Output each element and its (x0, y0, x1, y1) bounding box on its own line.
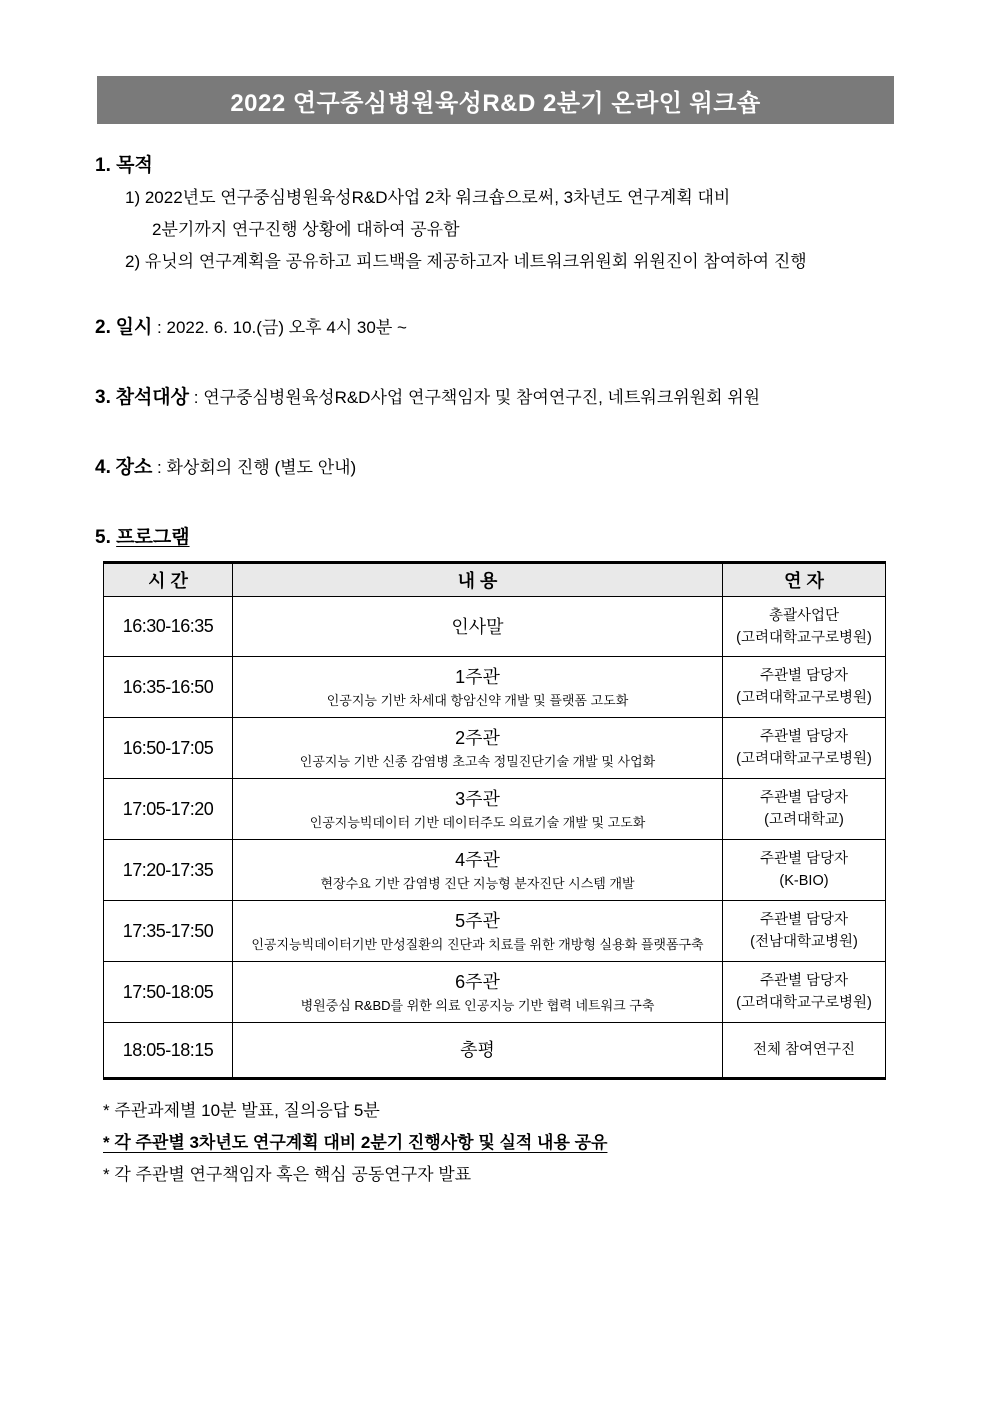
section-label: 목적 (116, 155, 153, 176)
purpose-item-2 (95, 251, 905, 273)
section-program-heading (95, 522, 905, 549)
section-number: 1. (95, 155, 111, 176)
time-cell: 16:30-16:35 (104, 597, 233, 657)
session-subtitle: 인공지능 기반 신종 감염병 초고속 정밀진단기술 개발 및 사업화 (299, 753, 656, 769)
table-row (104, 657, 886, 718)
speaker-role: 전체 참여연구진 (752, 1042, 856, 1058)
time-cell: 16:35-16:50 (104, 657, 233, 718)
purpose-item-1-line-2: 2분기까지 연구진행 상황에 대하여 공유함 (152, 220, 460, 239)
speaker-cell (723, 597, 886, 657)
session-title: 3주관 (455, 788, 500, 809)
section-attendees (95, 382, 905, 409)
venue-value: 화상회의 진행 (별도 안내) (166, 458, 357, 477)
footnotes (103, 1100, 905, 1186)
speaker-cell (723, 962, 886, 1023)
session-subtitle: 인공지능빅데이터 기반 데이터주도 의료기술 개발 및 고도화 (309, 814, 646, 830)
session-title: 6주관 (455, 971, 500, 992)
section-label: 일시 (115, 317, 153, 338)
title-banner (97, 76, 894, 124)
speaker-role: 주관별 담당자 (759, 790, 849, 806)
content-cell (233, 779, 723, 840)
footnote-2: * 각 주관별 3차년도 연구계획 대비 2분기 진행사항 및 실적 내용 공유 (103, 1133, 608, 1152)
separator: : (152, 458, 167, 477)
session-title: 인사말 (451, 616, 504, 637)
speaker-cell (723, 840, 886, 901)
time-cell: 17:50-18:05 (104, 962, 233, 1023)
speaker-org: (고려대학교) (764, 812, 844, 828)
page-title: 2022 연구중심병원육성R&D 2분기 온라인 워크숍 (230, 89, 761, 117)
speaker-cell (723, 718, 886, 779)
content-cell (233, 1023, 723, 1079)
time-cell: 17:35-17:50 (104, 901, 233, 962)
session-title: 2주관 (455, 727, 500, 748)
purpose-item-2-line-1: 2) 유닛의 연구계획을 공유하고 피드백을 제공하고자 네트워크위원회 위원진이 참여하여 진행 (125, 252, 807, 271)
separator: : (152, 318, 167, 337)
program-table (103, 561, 886, 1080)
content-cell (233, 718, 723, 779)
speaker-cell (723, 901, 886, 962)
table-row (104, 840, 886, 901)
speaker-org: (고려대학교구로병원) (736, 629, 872, 646)
speaker-role: 주관별 담당자 (759, 668, 849, 684)
section-purpose (95, 150, 905, 273)
header-speaker: 연 자 (723, 563, 886, 597)
table-row (104, 901, 886, 962)
attendees-value: 연구중심병원육성R&D사업 연구책임자 및 참여연구진, 네트워크위원회 위원 (203, 388, 761, 407)
section-program (95, 522, 905, 1080)
content-cell (233, 597, 723, 657)
table-row (104, 597, 886, 657)
table-row (104, 1023, 886, 1079)
footnote-1: * 주관과제별 10분 발표, 질의응답 5분 (103, 1101, 380, 1120)
session-title: 5주관 (455, 910, 500, 931)
content-cell (233, 840, 723, 901)
speaker-org: (고려대학교구로병원) (736, 690, 872, 706)
session-subtitle: 병원중심 R&BD를 위한 의료 인공지능 기반 협력 네트워크 구축 (300, 997, 655, 1013)
section-label: 장소 (115, 457, 153, 478)
speaker-role: 주관별 담당자 (759, 729, 849, 745)
session-subtitle: 인공지능빅데이터기반 만성질환의 진단과 치료를 위한 개방형 실용화 플랫폼구축 (251, 936, 704, 952)
header-time: 시 간 (104, 563, 233, 597)
purpose-item-1 (95, 187, 905, 241)
section-datetime (95, 312, 905, 339)
speaker-role: 주관별 담당자 (759, 851, 849, 867)
section-number: 4. (95, 457, 111, 478)
purpose-item-1-line-1: 1) 2022년도 연구중심병원육성R&D사업 2차 워크숍으로써, 3차년도 연구계획 대비 (125, 188, 731, 207)
session-title: 총평 (460, 1040, 495, 1060)
speaker-role: 주관별 담당자 (759, 973, 849, 989)
table-row (104, 718, 886, 779)
footnote-3: * 각 주관별 연구책임자 혹은 핵심 공동연구자 발표 (103, 1165, 472, 1184)
table-header-row (104, 563, 886, 597)
content-cell (233, 962, 723, 1023)
datetime-value: 2022. 6. 10.(금) 오후 4시 30분 ~ (166, 318, 407, 337)
session-subtitle: 현장수요 기반 감염병 진단 지능형 분자진단 시스템 개발 (320, 875, 635, 891)
header-content: 내 용 (233, 563, 723, 597)
content-cell (233, 657, 723, 718)
speaker-cell (723, 1023, 886, 1079)
section-number: 5. (95, 527, 111, 548)
session-subtitle: 인공지능 기반 차세대 항암신약 개발 및 플랫폼 고도화 (326, 692, 629, 708)
speaker-cell (723, 779, 886, 840)
time-cell: 16:50-17:05 (104, 718, 233, 779)
section-label: 프로그램 (116, 527, 190, 548)
speaker-org: (고려대학교구로병원) (736, 751, 872, 767)
session-title: 1주관 (455, 666, 500, 687)
session-title: 4주관 (455, 849, 500, 870)
section-label: 참석대상 (115, 387, 190, 408)
speaker-org: (고려대학교구로병원) (736, 995, 872, 1011)
time-cell: 18:05-18:15 (104, 1023, 233, 1079)
speaker-org: (전남대학교병원) (750, 934, 858, 950)
table-row (104, 962, 886, 1023)
speaker-cell (723, 657, 886, 718)
content-cell (233, 901, 723, 962)
speaker-role: 주관별 담당자 (759, 912, 849, 928)
separator: : (189, 388, 204, 407)
section-purpose-heading (95, 150, 905, 177)
time-cell: 17:20-17:35 (104, 840, 233, 901)
speaker-role: 총괄사업단 (768, 607, 840, 624)
section-number: 3. (95, 387, 111, 408)
section-number: 2. (95, 317, 111, 338)
section-venue (95, 452, 905, 479)
document-body (95, 124, 905, 1186)
table-row (104, 779, 886, 840)
speaker-org: (K-BIO) (779, 873, 829, 889)
time-cell: 17:05-17:20 (104, 779, 233, 840)
